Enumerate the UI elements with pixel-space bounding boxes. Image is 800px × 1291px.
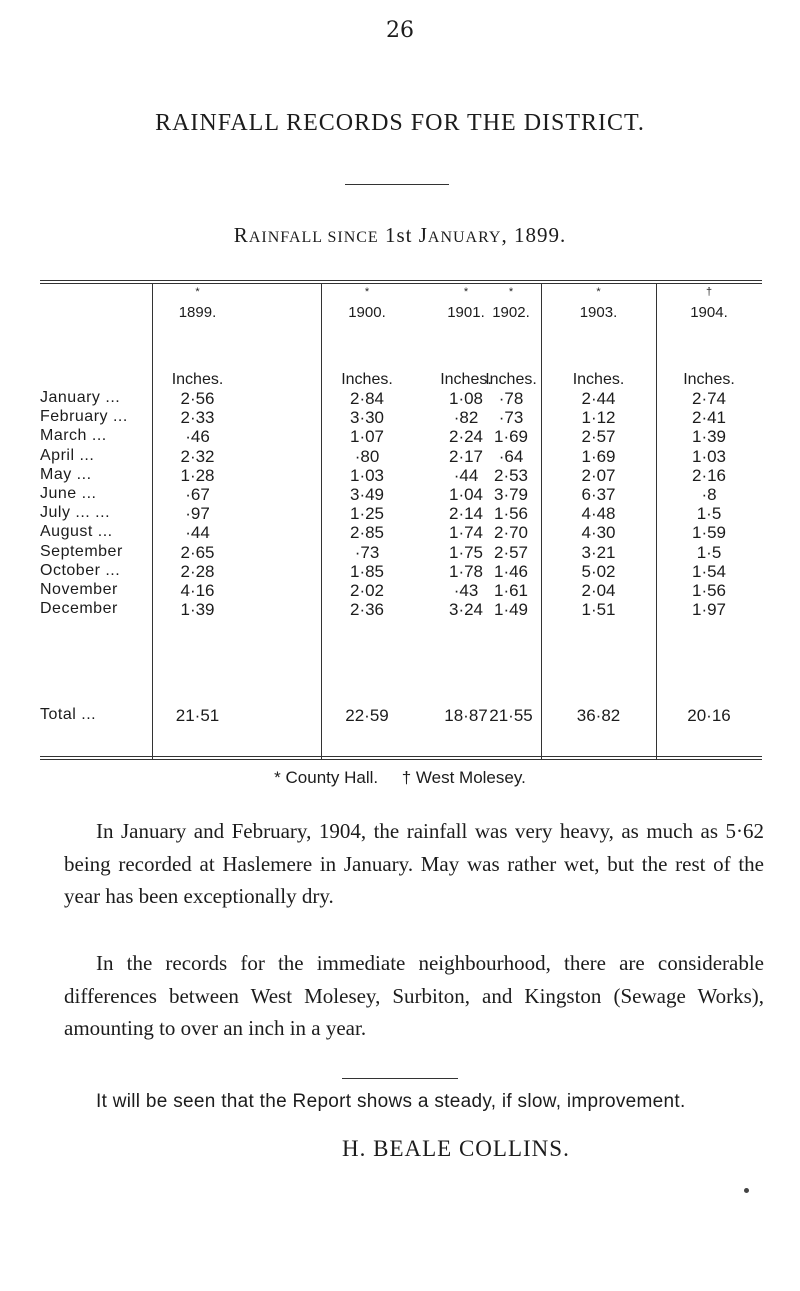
rainfall-value-1899: 2·56 [180, 389, 215, 408]
rainfall-value-1902: 2·53 [493, 465, 529, 485]
rainfall-value-1902: ·64 [498, 446, 524, 466]
rainfall-value-1899: ·67 [185, 485, 210, 504]
rainfall-value-1903: 5·02 [581, 561, 616, 581]
year-label: 1900. [348, 304, 386, 321]
paragraph-2: In the records for the immediate neighbourhood, there are considerable differences between West Molesey, Surbiton, and Kingston (Sewage Works), amounting to over an inch in a year. [64, 951, 764, 1040]
county-hall-mark: * [508, 286, 514, 298]
rainfall-value-1901: 2·14 [448, 504, 484, 524]
rainfall-value-1901: ·43 [453, 581, 479, 600]
total-value-1899: 21·51 [175, 706, 220, 725]
year-label: 1903. [579, 304, 618, 321]
rainfall-value-1903: 4·48 [581, 504, 616, 524]
rainfall-value-1904: 2·41 [691, 408, 727, 428]
unit-label: Inches. [683, 371, 735, 388]
rainfall-value-1901: 3·24 [448, 600, 484, 620]
rainfall-value-1901: 1·08 [448, 389, 484, 408]
unit-label: Inches. [440, 371, 492, 388]
month-label: September [40, 542, 123, 560]
rainfall-value-1902: 1·46 [493, 561, 529, 581]
column-header-1903 [541, 286, 656, 321]
rainfall-value-1902: ·73 [498, 408, 524, 428]
month-label: October ... [40, 561, 121, 579]
rainfall-value-1903: 4·30 [581, 523, 616, 543]
column-divider [321, 283, 322, 759]
rainfall-value-1901: 1·74 [448, 523, 484, 543]
rainfall-value-1899: ·44 [185, 523, 210, 543]
column-header-1900 [323, 286, 411, 321]
table-bottom-rule-inner [40, 759, 762, 760]
total-value-1902: 21·55 [489, 706, 533, 725]
rainfall-value-1904: 1·5 [696, 504, 722, 524]
month-label: December [40, 600, 118, 618]
year-label: 1902. [492, 304, 530, 321]
rainfall-value-1900: ·80 [354, 446, 380, 466]
month-label: January ... [40, 389, 121, 406]
table-subtitle [0, 223, 800, 248]
rainfall-value-1901: 1·04 [448, 485, 484, 504]
rainfall-value-1901: ·82 [453, 408, 479, 428]
rainfall-value-1899: 1·28 [180, 465, 215, 485]
west-molesey-mark: † [705, 286, 713, 298]
rainfall-value-1900: 1·25 [349, 504, 385, 524]
month-label: July ... ... [40, 504, 111, 522]
county-hall-mark: * [596, 286, 601, 298]
table-bottom-rule [40, 756, 762, 757]
month-label: March ... [40, 427, 107, 445]
rainfall-value-1904: 1·03 [691, 446, 727, 466]
rainfall-value-1900: ·73 [354, 542, 380, 562]
rainfall-value-1904: 1·39 [691, 427, 727, 447]
section-divider [342, 1078, 458, 1079]
rainfall-value-1902: 2·57 [493, 542, 529, 562]
total-value-1901: 18·87 [444, 706, 488, 725]
rainfall-value-1900: 3·30 [349, 408, 385, 428]
rainfall-value-1900: 2·02 [349, 581, 385, 600]
rainfall-value-1904: 1·97 [691, 600, 727, 620]
rainfall-value-1900: 2·84 [349, 389, 385, 408]
rainfall-value-1899: 1·39 [180, 600, 215, 620]
rainfall-value-1900: 2·85 [349, 523, 385, 543]
month-label: May ... [40, 465, 92, 483]
rainfall-value-1902: 1·61 [493, 581, 529, 600]
rainfall-value-1899: 2·65 [180, 542, 215, 562]
rainfall-value-1899: 2·33 [180, 408, 215, 428]
rainfall-value-1904: 1·56 [691, 581, 727, 600]
rainfall-value-1902: 1·69 [493, 427, 529, 447]
total-value-1900: 22·59 [345, 706, 389, 725]
rainfall-value-1904: 2·74 [691, 389, 727, 408]
rainfall-value-1903: 1·69 [581, 446, 616, 466]
subtitle-date: 1st J [378, 223, 428, 247]
rainfall-value-1903: 2·07 [581, 465, 616, 485]
rainfall-value-1901: 2·17 [448, 446, 484, 466]
month-label: February ... [40, 408, 128, 426]
rainfall-value-1900: 3·49 [349, 485, 385, 504]
page-title: RAINFALL RECORDS FOR THE DISTRICT. [155, 110, 645, 136]
rainfall-value-1903: 3·21 [581, 542, 616, 562]
rainfall-value-1900: 1·03 [349, 465, 385, 485]
month-label: April ... [40, 446, 95, 464]
rainfall-value-1904: 2·16 [691, 465, 727, 485]
county-hall-mark: * [195, 286, 200, 298]
county-hall-mark: * [463, 286, 469, 298]
rainfall-value-1903: 1·12 [581, 408, 616, 428]
signature: H. BEALE COLLINS. [342, 1136, 570, 1161]
rainfall-value-1904: 1·54 [691, 561, 727, 581]
rainfall-value-1899: ·46 [185, 427, 210, 447]
title-divider [345, 184, 449, 185]
rainfall-value-1902: ·78 [498, 389, 524, 408]
unit-label: Inches. [572, 371, 625, 388]
rainfall-value-1904: ·8 [701, 485, 717, 504]
subtitle-month: ANUARY [427, 229, 502, 246]
table-footnote: * County Hall. † West Molesey. [274, 768, 526, 787]
rainfall-value-1903: 6·37 [581, 485, 616, 504]
unit-label: Inches. [485, 371, 537, 388]
rainfall-value-1899: 2·28 [180, 561, 215, 581]
rainfall-value-1899: 2·32 [180, 446, 215, 466]
rainfall-value-1901: 1·75 [448, 542, 484, 562]
rainfall-value-1904: 1·59 [691, 523, 727, 543]
table-top-rule-inner [40, 283, 762, 284]
month-label: August ... [40, 523, 113, 541]
unit-label: Inches. [171, 371, 224, 388]
month-label: November [40, 581, 118, 598]
rainfall-value-1899: 4·16 [180, 581, 215, 600]
rainfall-value-1904: 1·5 [696, 542, 722, 562]
unit-label: Inches. [341, 371, 393, 388]
rainfall-value-1900: 1·07 [349, 427, 385, 447]
county-hall-mark: * [364, 286, 370, 298]
ink-dot [744, 1188, 749, 1193]
subtitle-smallcaps: AINFALL SINCE [248, 229, 379, 246]
rainfall-value-1902: 1·49 [493, 600, 529, 620]
page-number: 26 [386, 18, 414, 43]
rainfall-value-1899: ·97 [185, 504, 210, 524]
rainfall-value-1902: 2·70 [493, 523, 529, 543]
total-value-1904: 20·16 [687, 706, 731, 725]
rainfall-value-1902: 1·56 [493, 504, 529, 524]
column-header-1899 [152, 286, 243, 321]
year-label: 1899. [178, 304, 217, 321]
rainfall-value-1901: 1·78 [448, 561, 484, 581]
table-top-rule [40, 280, 762, 281]
rainfall-value-1903: 1·51 [581, 600, 616, 620]
total-label: Total ... [40, 706, 97, 723]
closing-paragraph: It will be seen that the Report shows a steady, if slow, improvement. [96, 1091, 686, 1112]
rainfall-value-1903: 2·04 [581, 581, 616, 600]
subtitle-year: , 1899. [501, 223, 567, 247]
total-value-1903: 36·82 [576, 706, 621, 725]
month-label: June ... [40, 485, 97, 502]
rainfall-value-1900: 2·36 [349, 600, 385, 620]
rainfall-value-1901: 2·24 [448, 427, 484, 447]
rainfall-value-1902: 3·79 [493, 485, 529, 504]
column-header-1904 [656, 286, 762, 321]
rainfall-value-1903: 2·44 [581, 389, 616, 408]
paragraph-1: In January and February, 1904, the rainfall was very heavy, as much as 5·62 being recorded at Haslemere in January. May was rather wet, but the rest of the year has been exceptionally dry. [64, 819, 764, 908]
rainfall-value-1901: ·44 [453, 465, 479, 485]
subtitle-initial: R [233, 223, 249, 247]
year-label: 1904. [690, 304, 728, 321]
year-label: 1901. [447, 304, 485, 321]
rainfall-value-1900: 1·85 [349, 561, 385, 581]
rainfall-value-1903: 2·57 [581, 427, 616, 447]
